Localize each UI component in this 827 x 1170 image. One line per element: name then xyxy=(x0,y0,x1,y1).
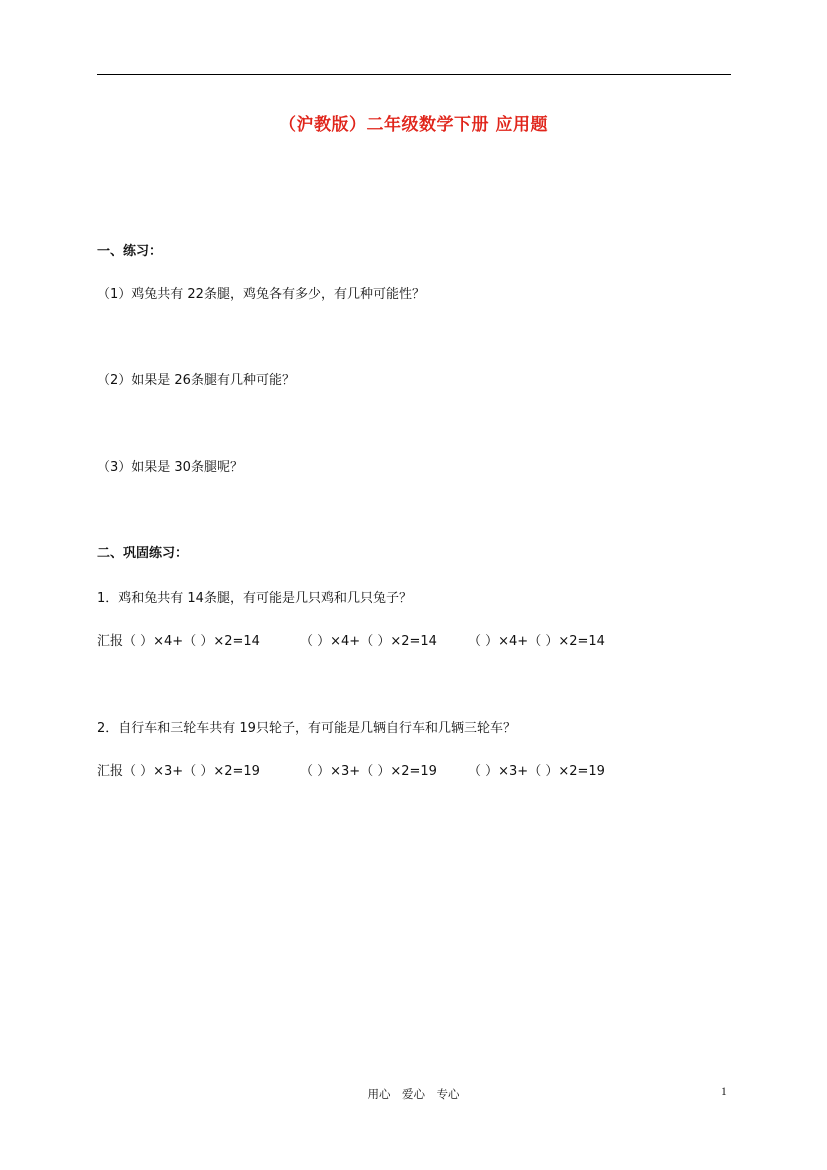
page-title: （沪教版）二年级数学下册 应用题 xyxy=(279,115,548,135)
question-3: （3）如果是 30条腿呢？ xyxy=(97,460,243,475)
formula: 汇报（ ）×3+（ ）×2=19 xyxy=(97,764,260,779)
question-2: （2）如果是 26条腿有几种可能？ xyxy=(97,373,295,388)
formula: （ ）×4+（ ）×2=14 xyxy=(300,634,437,649)
page-number: 1 xyxy=(721,1086,727,1098)
formula: （ ）×3+（ ）×2=19 xyxy=(300,764,437,779)
formula: （ ）×3+（ ）×2=19 xyxy=(468,764,605,779)
problem-2-question: 2．自行车和三轮车共有 19只轮子，有可能是几辆自行车和几辆三轮车？ xyxy=(97,721,516,736)
formula: （ ）×4+（ ）×2=14 xyxy=(468,634,605,649)
section1-heading: 一、练习： xyxy=(97,244,163,259)
formula: 汇报（ ）×4+（ ）×2=14 xyxy=(97,634,260,649)
header-rule xyxy=(97,74,731,75)
footer-text: 用心 爱心 专心 xyxy=(367,1087,460,1101)
question-1: （1）鸡兔共有 22条腿，鸡兔各有多少，有几种可能性？ xyxy=(97,287,425,302)
problem-1-question: 1．鸡和兔共有 14条腿，有可能是几只鸡和几只兔子？ xyxy=(97,591,412,606)
section2-heading: 二、巩固练习： xyxy=(97,546,189,561)
